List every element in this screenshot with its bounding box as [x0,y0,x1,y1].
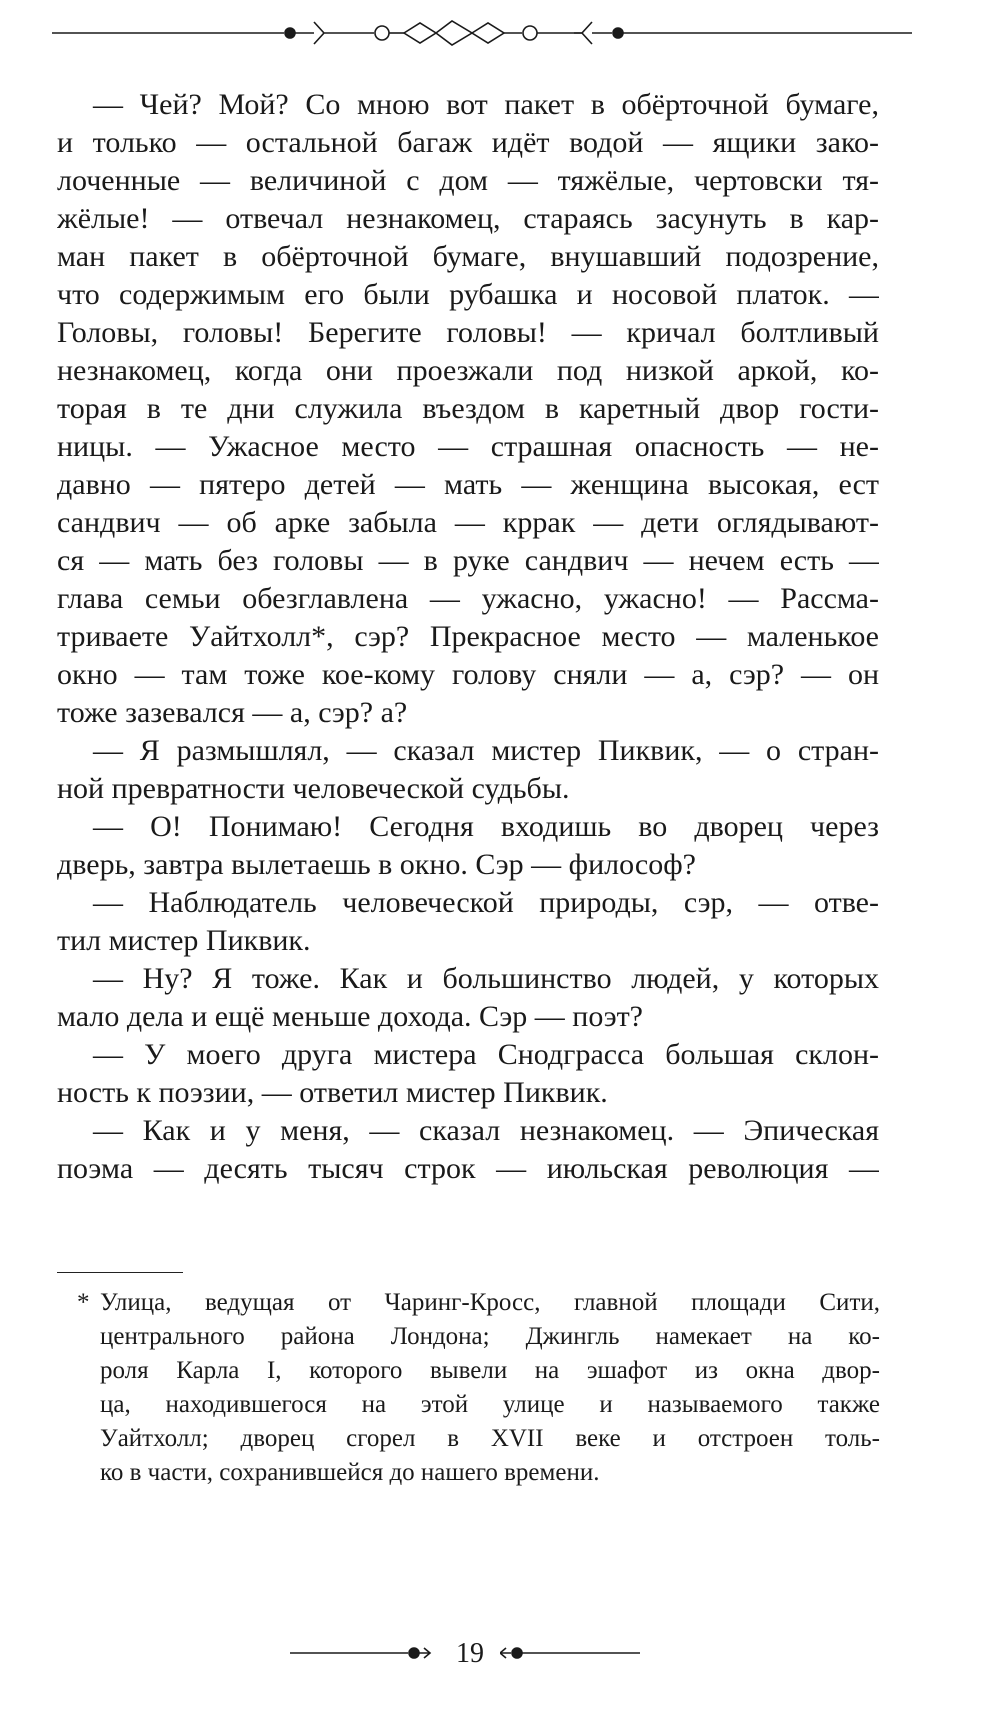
text-line: — Чей? Мой? Со мною вот пакет в обёрточной бумаге, [93,88,879,121]
text-line: мало дела и ещё меньше дохода. Сэр — поэт? [57,1000,643,1033]
text-line: — У моего друга мистера Снодграсса большая склон- [93,1038,879,1071]
text-line: ницы. — Ужасное место — страшная опасность — не- [57,430,879,463]
text-line: — Наблюдатель человеческой природы, сэр, — отве- [93,886,879,919]
text-line: Головы, головы! Берегите головы! — кричал болтливый [57,316,879,349]
text-line: незнакомец, когда они проезжали под низкой аркой, ко- [57,354,879,387]
text-line: давно — пятеро детей — мать — женщина высокая, ест [57,468,879,501]
text-line: ся — мать без головы — в руке сандвич — нечем есть — [57,544,879,577]
text-line: — Как и у меня, — сказал незнакомец. — Эпическая [93,1114,879,1147]
footnote-line: Улица, ведущая от Чаринг-Кросс, главной площади Сити, [100,1289,880,1316]
page-footer [0,1630,1000,1680]
footer-ornament-right [500,1638,640,1668]
footnote-line: роля Карла I, которого вывели на эшафот из окна двор- [100,1357,880,1384]
text-line: ман пакет в обёрточной бумаге, внушавший подозрение, [57,240,879,273]
text-line: что содержимым его были рубашка и носовой платок. — [57,278,879,311]
text-line: — Ну? Я тоже. Как и большинство людей, у которых [93,962,879,995]
text-line: триваете Уайтхолл*, сэр? Прекрасное место — маленькое [57,620,879,653]
footer-ornament-left [290,1638,440,1668]
main-text [57,86,879,1188]
footnote-line: центрального района Лондона; Джингль намекает на ко- [100,1323,880,1350]
text-line: тил мистер Пиквик. [57,924,311,957]
text-line: сандвич — об арке забыла — кррак — дети оглядывают- [57,506,879,539]
text-line: лоченные — величиной с дом — тяжёлые, чертовски тя- [57,164,879,197]
header-ornament [52,16,912,50]
text-line: дверь, завтра вылетаешь в окно. Сэр — философ? [57,848,696,881]
footnote [77,1286,880,1490]
text-line: поэма — десять тысяч строк — июльская революция — [57,1152,879,1185]
text-line: тоже зазевался — а, сэр? а? [57,696,408,729]
text-line: глава семьи обезглавлена — ужасно, ужасно! — Рассма- [57,582,879,615]
text-line: — Я размышлял, — сказал мистер Пиквик, — о стран- [93,734,879,767]
text-line: ной превратности человеческой судьбы. [57,772,570,805]
footnote-marker: * [77,1289,90,1316]
footnote-line: ца, находившегося на этой улице и называемого также [100,1391,880,1418]
text-line: — О! Понимаю! Сегодня входишь во дворец через [93,810,879,843]
footnote-line: ко в части, сохранившейся до нашего времени. [100,1459,600,1486]
footnote-line: Уайтхолл; дворец сгорел в XVII веке и отстроен толь- [100,1425,880,1452]
footnote-divider [57,1272,183,1273]
text-line: окно — там тоже кое-кому голову сняли — а, сэр? — он [57,658,879,691]
text-line: жёлые! — отвечал незнакомец, стараясь засунуть в кар- [57,202,879,235]
text-line: ность к поэзии, — ответил мистер Пиквик. [57,1076,608,1109]
text-line: торая в те дни служила въездом в каретный двор гости- [57,392,879,425]
text-line: и только — остальной багаж идёт водой — ящики зако- [57,126,879,159]
page-number: 19 [456,1638,484,1669]
